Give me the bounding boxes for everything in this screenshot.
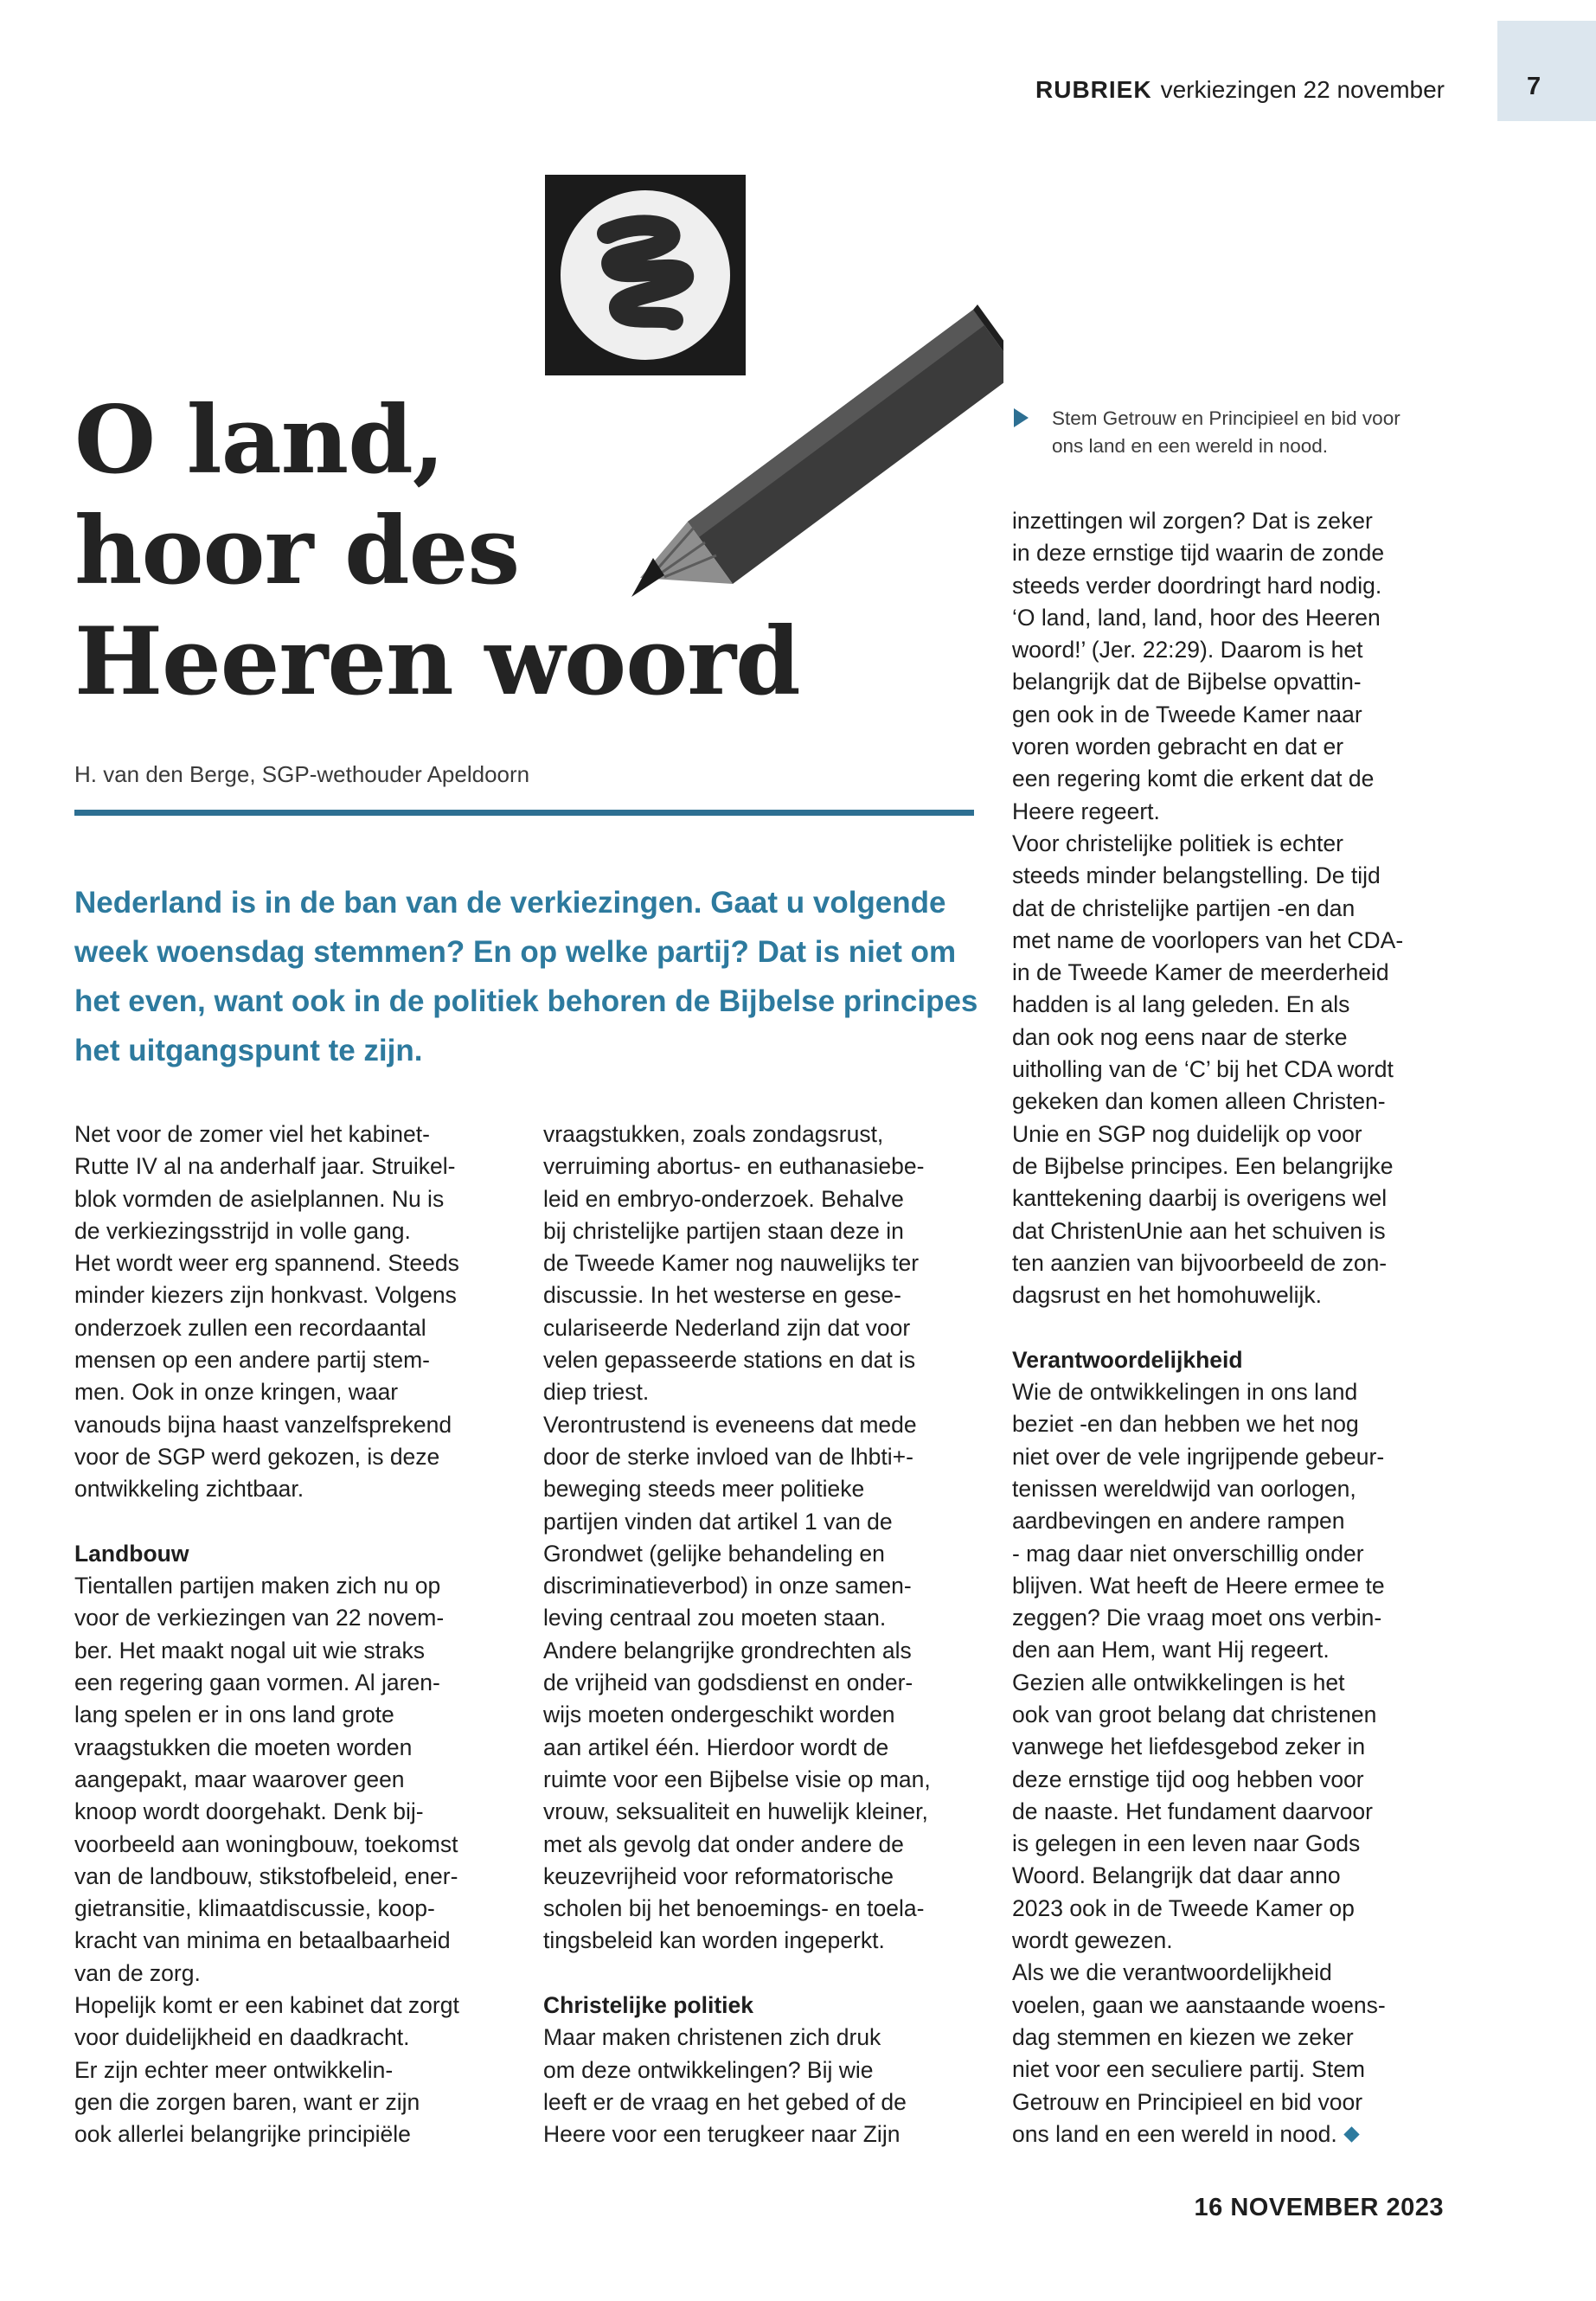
text-line: met name de voorlopers van het CDA- — [1012, 926, 1404, 953]
text-line: van de landbouw, stikstofbeleid, ener- — [74, 1862, 458, 1889]
text-line: dagsrust en het homohuwelijk. — [1012, 1282, 1322, 1309]
issue-date: 16 NOVEMBER 2023 — [1194, 2194, 1444, 2221]
text-line: Rutte IV al na anderhalf jaar. Struikel- — [74, 1153, 456, 1180]
text-line: blok vormden de asielplannen. Nu is — [74, 1185, 445, 1212]
text-line: met als gevolg dat onder andere de — [543, 1830, 904, 1857]
text-line: Grondwet (gelijke behandeling en — [543, 1540, 885, 1567]
subheading: Verantwoordelijkheid — [1012, 1346, 1243, 1373]
text-line: verruiming abortus- en euthanasiebe- — [543, 1153, 925, 1180]
text-line: discussie. In het westerse en gese- — [543, 1282, 901, 1309]
caption-arrow-icon — [1014, 408, 1029, 427]
text-line: kanttekening daarbij is overigens wel — [1012, 1185, 1388, 1212]
text-line: Heere voor een terugkeer naar Zijn — [543, 2121, 901, 2148]
text-line: kracht van minima en betaalbaarheid — [74, 1927, 451, 1954]
text-line: blijven. Wat heeft de Heere ermee te — [1012, 1572, 1385, 1599]
text-line: aardbevingen en andere rampen — [1012, 1508, 1345, 1535]
text-line: steeds verder doordringt hard nodig. — [1012, 572, 1382, 599]
text-line: dag stemmen en kiezen we zeker — [1012, 2023, 1354, 2050]
text-line: vanwege het liefdesgebod zeker in — [1012, 1734, 1366, 1760]
text-line: de verkiezingsstrijd in volle gang. — [74, 1217, 411, 1244]
text-column-1 — [74, 1118, 459, 2151]
text-line: leving centraal zou moeten staan. — [543, 1605, 887, 1631]
text-line: velen gepasseerde stations en dat is — [543, 1347, 916, 1374]
text-line: beziet -en dan hebben we het nog — [1012, 1411, 1359, 1438]
text-line: lang spelen er in ons land grote — [74, 1702, 394, 1728]
text-line: den aan Hem, want Hij regeert. — [1012, 1637, 1330, 1663]
text-line: tenissen wereldwijd van oorlogen, — [1012, 1475, 1356, 1502]
paragraph-gap — [1012, 1311, 1403, 1343]
text-line: minder kiezers zijn honkvast. Volgens — [74, 1282, 457, 1309]
text-line: van de zorg. — [74, 1959, 201, 1986]
text-line: voorbeeld aan woningbouw, toekomst — [74, 1830, 458, 1857]
text-line: gen die zorgen baren, want er zijn — [74, 2088, 420, 2115]
text-line: partijen vinden dat artikel 1 van de — [543, 1508, 893, 1535]
text-line: dat de christelijke partijen -en dan — [1012, 894, 1356, 921]
text-line: 2023 ook in de Tweede Kamer op — [1012, 1894, 1355, 1921]
text-line: tingsbeleid kan worden ingeperkt. — [543, 1927, 885, 1954]
text-line: deze ernstige tijd oog hebben voor — [1012, 1766, 1364, 1792]
text-line: gekeken dan komen alleen Christen- — [1012, 1088, 1386, 1115]
text-line: de vrijheid van godsdienst en onder- — [543, 1670, 913, 1696]
text-line: leeft er de vraag en het gebed of de — [543, 2088, 907, 2115]
text-line: voren worden gebracht en dat er — [1012, 734, 1344, 760]
text-line: dat ChristenUnie aan het schuiven is — [1012, 1217, 1386, 1244]
text-line: wijs moeten ondergeschikt worden — [543, 1702, 895, 1728]
text-line: Gezien alle ontwikkelingen is het — [1012, 1669, 1345, 1695]
text-line: knoop wordt doorgehakt. Denk bij- — [74, 1798, 424, 1825]
text-line: hadden is al lang geleden. En als — [1012, 991, 1350, 1018]
text-line: de Tweede Kamer nog nauwelijks ter — [543, 1250, 920, 1277]
text-line: zeggen? Die vraag moet ons verbin- — [1012, 1605, 1382, 1631]
subheading: Landbouw — [74, 1540, 189, 1567]
text-line: voor de verkiezingen van 22 novem- — [74, 1605, 445, 1631]
text-line: culariseerde Nederland zijn dat voor — [543, 1314, 911, 1341]
text-line: bij christelijke partijen staan deze in — [543, 1217, 904, 1244]
text-line: Voor christelijke politiek is echter — [1012, 830, 1343, 856]
text-line: uitholling van de ‘C’ bij het CDA wordt — [1012, 1056, 1394, 1083]
divider — [74, 810, 974, 816]
text-line: ber. Het maakt nogal uit wie straks — [74, 1637, 426, 1663]
text-line: Unie en SGP nog duidelijk op voor — [1012, 1120, 1362, 1147]
text-line: ook van groot belang dat christenen — [1012, 1701, 1377, 1727]
text-column-3 — [1012, 505, 1403, 2150]
text-line: ook allerlei belangrijke principiële — [74, 2121, 411, 2148]
text-line: voor de SGP werd gekozen, is deze — [74, 1443, 440, 1470]
text-line: gen ook in de Tweede Kamer naar — [1012, 701, 1362, 727]
text-line: Er zijn echter meer ontwikkelin- — [74, 2056, 394, 2083]
text-line: de naaste. Het fundament daarvoor — [1012, 1798, 1373, 1824]
intro-paragraph: Nederland is in de ban van de verkiezingen. Gaat u volgende week woensdag stemmen? En op welke partij? Dat is niet om het even, want ook in de politiek behoren de Bijbelse principes het uitgangspunt te zijn. — [74, 886, 978, 1067]
title-line: hoor des — [74, 497, 520, 606]
text-line: ontwikkeling zichtbaar. — [74, 1476, 304, 1503]
text-line: Woord. Belangrijk dat daar anno — [1012, 1862, 1341, 1889]
text-line: voelen, gaan we aanstaande woens- — [1012, 1991, 1386, 2018]
text-line: niet over de vele ingrijpende gebeur- — [1012, 1443, 1385, 1470]
text-line: ten aanzien van bijvoorbeeld de zon- — [1012, 1249, 1388, 1276]
running-header — [1035, 76, 1445, 104]
text-line: onderzoek zullen een recordaantal — [74, 1314, 426, 1341]
text-line: in de Tweede Kamer de meerderheid — [1012, 959, 1389, 986]
text-line: Verontrustend is eveneens dat mede — [543, 1411, 917, 1438]
text-line: mensen op een andere partij stem- — [74, 1347, 430, 1374]
section-title: verkiezingen 22 november — [1160, 76, 1445, 103]
title-line: Heeren woord — [74, 607, 800, 716]
text-line: voor duidelijkheid en daadkracht. — [74, 2024, 410, 2051]
text-line: Wie de ontwikkelingen in ons land — [1012, 1379, 1358, 1406]
text-line: ruimte voor een Bijbelse visie op man, — [543, 1766, 931, 1792]
text-line: inzettingen wil zorgen? Dat is zeker — [1012, 508, 1373, 534]
subheading: Christelijke politiek — [543, 1992, 753, 2019]
page-number: 7 — [1527, 73, 1542, 100]
text-line: een regering komt die erkent dat de — [1012, 766, 1375, 792]
text-line: ons land en een wereld in nood. — [1012, 2118, 1403, 2150]
text-line: Getrouw en Principieel en bid voor — [1012, 2088, 1363, 2115]
text-line: Hopelijk komt er een kabinet dat zorgt — [74, 1992, 459, 2019]
text-line: Het wordt weer erg spannend. Steeds — [74, 1250, 459, 1277]
text-line: ‘O land, land, land, hoor des Heeren — [1012, 604, 1381, 631]
text-line: aan artikel één. Hierdoor wordt de — [543, 1734, 889, 1760]
text-line: vraagstukken die moeten worden — [74, 1734, 413, 1760]
text-line: Andere belangrijke grondrechten als — [543, 1637, 912, 1663]
end-mark-icon — [1343, 2126, 1359, 2142]
text-line: beweging steeds meer politieke — [543, 1476, 865, 1503]
paragraph-gap — [543, 1958, 931, 1990]
text-line: in deze ernstige tijd waarin de zonde — [1012, 540, 1385, 567]
text-line: leid en embryo-onderzoek. Behalve — [543, 1185, 904, 1212]
byline: H. van den Berge, SGP-wethouder Apeldoorn — [74, 761, 530, 787]
caption-line: ons land en een wereld in nood. — [1052, 435, 1328, 457]
text-line: wordt gewezen. — [1012, 1927, 1173, 1954]
text-line: is gelegen in een leven naar Gods — [1012, 1830, 1361, 1857]
text-line: keuzevrijheid voor reformatorische — [543, 1862, 894, 1889]
text-line: Als we die verantwoordelijkheid — [1012, 1959, 1332, 1986]
section-label: RUBRIEK — [1035, 76, 1152, 103]
text-line: Heere regeert. — [1012, 798, 1160, 824]
text-line: vanouds bijna haast vanzelfsprekend — [74, 1411, 452, 1438]
caption-line: Stem Getrouw en Principieel en bid voor — [1052, 407, 1401, 429]
text-line: dan ook nog eens naar de sterke — [1012, 1023, 1348, 1050]
text-line: steeds minder belangstelling. De tijd — [1012, 862, 1381, 889]
text-line: Maar maken christenen zich druk — [543, 2024, 881, 2051]
text-line: - mag daar niet onverschillig onder — [1012, 1540, 1364, 1567]
text-line: woord!’ (Jer. 22:29). Daarom is het — [1012, 637, 1363, 663]
text-line: niet voor een seculiere partij. Stem — [1012, 2056, 1366, 2083]
text-line: door de sterke invloed van de lhbti+- — [543, 1443, 913, 1470]
text-line: om deze ontwikkelingen? Bij wie — [543, 2056, 874, 2083]
text-line: aangepakt, maar waarover geen — [74, 1766, 405, 1792]
text-line: men. Ook in onze kringen, waar — [74, 1379, 399, 1406]
text-line: de Bijbelse principes. Een belangrijke — [1012, 1152, 1394, 1179]
text-line: belangrijk dat de Bijbelse opvattin- — [1012, 669, 1362, 695]
text-line: gietransitie, klimaatdiscussie, koop- — [74, 1895, 435, 1922]
text-line: vraagstukken, zoals zondagsrust, — [543, 1121, 884, 1147]
text-line: Net voor de zomer viel het kabinet- — [74, 1121, 430, 1147]
text-line: vrouw, seksualiteit en huwelijk kleiner, — [543, 1798, 928, 1825]
paragraph-gap — [74, 1506, 459, 1538]
text-column-2 — [543, 1118, 931, 2151]
article-title — [74, 385, 800, 717]
text-line: discriminatieverbod) in onze samen- — [543, 1573, 912, 1599]
text-line: Tientallen partijen maken zich nu op — [74, 1573, 441, 1599]
title-line: O land, — [74, 386, 445, 495]
image-caption — [1014, 405, 1401, 460]
text-line: diep triest. — [543, 1379, 650, 1406]
text-line: een regering gaan vormen. Al jaren- — [74, 1670, 440, 1696]
page-number-tab — [1497, 21, 1596, 121]
text-line: scholen bij het benoemings- en toela- — [543, 1895, 925, 1922]
